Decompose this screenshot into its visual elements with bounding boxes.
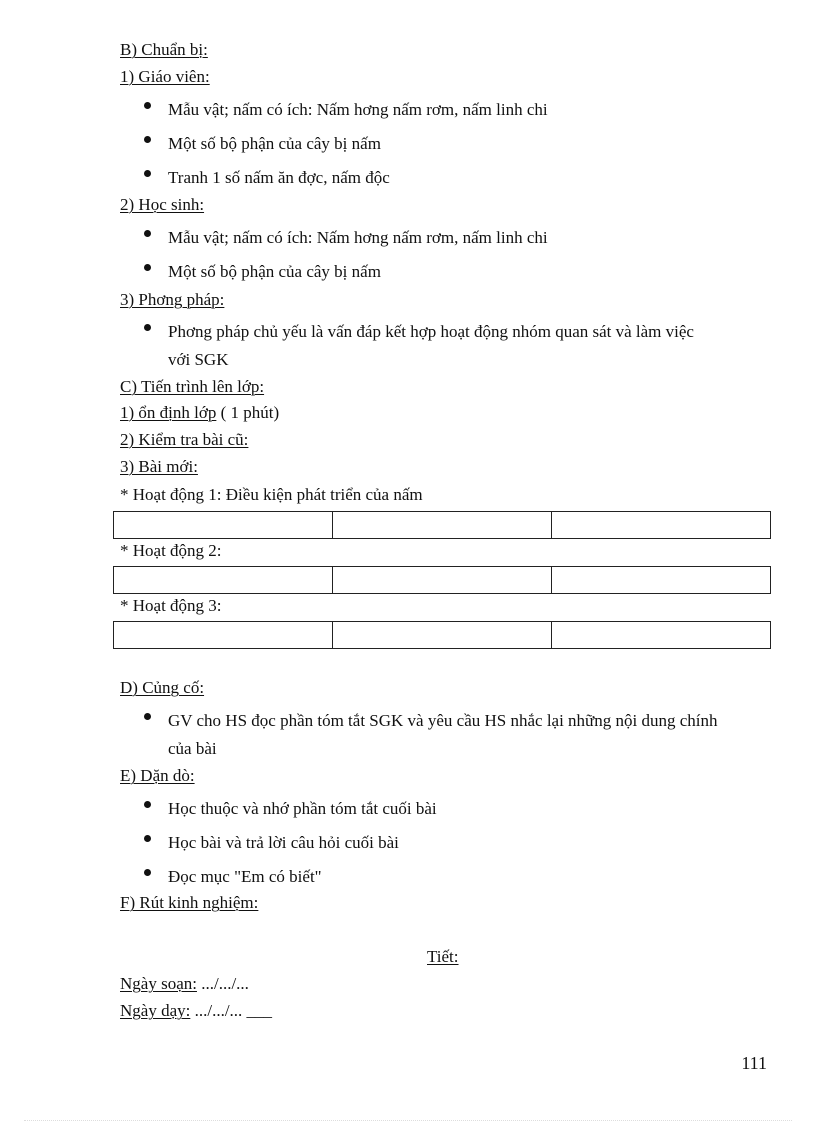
table-row xyxy=(114,567,771,594)
teach-date-label: Ngày dạy: xyxy=(120,1001,191,1020)
footer-divider xyxy=(24,1120,792,1121)
bullet-icon xyxy=(144,801,151,808)
teach-date-value: .../.../... ___ xyxy=(190,1001,273,1020)
consolidation-line-2: của bài xyxy=(168,739,217,758)
period-label: Tiết: xyxy=(427,947,459,966)
teacher-item-1: Mẫu vật; nấm có ích: Nấm hơng nấm rơm, nấm linh chi xyxy=(168,100,548,119)
teacher-heading: 1) Giáo viên: xyxy=(120,67,210,86)
method-text-line-2: với SGK xyxy=(168,350,229,369)
bullet-icon xyxy=(144,264,151,271)
stabilize-label: 1) ổn định lớp xyxy=(120,403,217,422)
student-item-1: Mẫu vật; nấm có ích: Nấm hơng nấm rơm, nấm linh chi xyxy=(168,228,548,247)
student-item-2: Một số bộ phận của cây bị nấm xyxy=(168,262,381,281)
activity-1-heading: * Hoạt động 1: Điều kiện phát triển của nấm xyxy=(120,485,423,504)
teach-date-line xyxy=(120,1001,272,1021)
bullet-icon xyxy=(144,230,151,237)
table-cell xyxy=(114,512,333,539)
stabilize-line xyxy=(120,403,279,423)
homework-item-1: Học thuộc và nhớ phần tóm tắt cuối bài xyxy=(168,799,437,818)
teacher-item-3: Tranh 1 số nấm ăn đợc, nấm độc xyxy=(168,168,390,187)
activity-3-heading: * Hoạt động 3: xyxy=(120,596,222,615)
table-cell xyxy=(552,622,771,649)
activity-2-table xyxy=(113,566,771,594)
table-cell xyxy=(114,567,333,594)
section-f-title: F) Rút kinh nghiệm: xyxy=(120,893,259,912)
activity-3-table xyxy=(113,621,771,649)
bullet-icon xyxy=(144,324,151,331)
bullet-icon xyxy=(144,136,151,143)
table-cell xyxy=(333,512,552,539)
activity-2-heading: * Hoạt động 2: xyxy=(120,541,222,560)
table-cell xyxy=(552,512,771,539)
activity-1-table xyxy=(113,511,771,539)
method-heading: 3) Phơng pháp: xyxy=(120,290,225,309)
teacher-item-2: Một số bộ phận của cây bị nấm xyxy=(168,134,381,153)
bullet-icon xyxy=(144,713,151,720)
section-b-title: B) Chuẩn bị: xyxy=(120,40,208,59)
stabilize-time: ( 1 phút) xyxy=(216,403,280,422)
check-old-lesson-heading: 2) Kiểm tra bài cũ: xyxy=(120,430,249,449)
bullet-icon xyxy=(144,102,151,109)
table-cell xyxy=(333,567,552,594)
bullet-icon xyxy=(144,835,151,842)
section-c-title: C) Tiến trình lên lớp: xyxy=(120,377,265,396)
bullet-icon xyxy=(144,170,151,177)
table-cell xyxy=(333,622,552,649)
table-cell xyxy=(552,567,771,594)
table-row xyxy=(114,512,771,539)
prep-date-label: Ngày soạn: xyxy=(120,974,197,993)
table-cell xyxy=(114,622,333,649)
consolidation-line-1: GV cho HS đọc phần tóm tắt SGK và yêu cầu HS nhắc lại những nội dung chính xyxy=(168,711,718,730)
section-e-title: E) Dặn dò: xyxy=(120,766,195,785)
new-lesson-heading: 3) Bài mới: xyxy=(120,457,198,476)
method-text-line-1: Phơng pháp chủ yếu là vấn đáp kết hợp hoạt động nhóm quan sát và làm việc xyxy=(168,322,694,341)
prep-date-value: .../.../... xyxy=(196,974,249,993)
homework-item-2: Học bài và trả lời câu hỏi cuối bài xyxy=(168,833,399,852)
table-row xyxy=(114,622,771,649)
section-d-title: D) Củng cố: xyxy=(120,678,205,697)
student-heading: 2) Học sinh: xyxy=(120,195,205,214)
prep-date-line xyxy=(120,974,249,994)
page-number: 111 xyxy=(741,1053,767,1073)
homework-item-3: Đọc mục "Em có biết" xyxy=(168,867,322,886)
bullet-icon xyxy=(144,869,151,876)
